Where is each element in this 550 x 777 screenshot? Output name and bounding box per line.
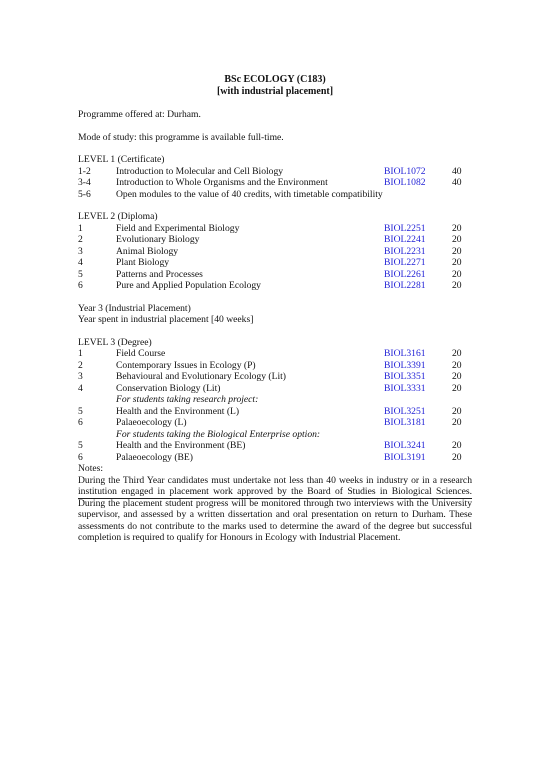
module-name: Pure and Applied Population Ecology: [116, 280, 261, 291]
module-credits: 40: [452, 165, 462, 177]
module-number: 2: [78, 359, 83, 371]
module-name: Health and the Environment (BE): [116, 440, 246, 451]
module-number: 5: [78, 440, 83, 451]
module-row: [78, 360, 472, 372]
enterprise-option-note: For students taking the Biological Enterprise option:: [116, 428, 321, 440]
module-credits: 20: [452, 417, 462, 428]
module-name: Plant Biology: [116, 257, 170, 268]
module-credits: 20: [452, 371, 462, 382]
module-row: [78, 166, 472, 178]
module-number: 6: [78, 417, 83, 428]
module-row: [78, 406, 472, 418]
module-row: [78, 280, 472, 292]
module-number: 5: [78, 268, 83, 280]
module-row: [78, 234, 472, 246]
module-name: Introduction to Whole Organisms and the Environment: [116, 177, 328, 188]
notes-body: During the Third Year candidates must undertake not less than 40 weeks in industry or in a research institution engaged in placement work approved by the Board of Studies in Biological Sciences. During the placement student progress will be monitored through two interviews with the University supervisor, and assessed by a written dissertation and oral presentation on return to Durham. These assessments do not contribute to the marks used to determine the award of the degree but successful completion is required to qualify for Honours in Ecology with Industrial Placement.: [78, 474, 472, 543]
module-code: BIOL3181: [384, 417, 426, 428]
module-code: BIOL3161: [384, 348, 426, 359]
programme-title: BSc ECOLOGY (C183): [224, 74, 326, 85]
module-code: BIOL1072: [384, 165, 426, 177]
module-name: Behavioural and Evolutionary Ecology (Lit): [116, 371, 286, 382]
module-row: [78, 417, 472, 429]
bottom-rule: [78, 498, 472, 499]
module-row: [78, 440, 472, 452]
module-code: BIOL3391: [384, 359, 426, 371]
module-number: 4: [78, 382, 83, 394]
module-number: 6: [78, 451, 83, 463]
module-name: Introduction to Molecular and Cell Biology: [116, 165, 284, 177]
year3-text: Year spent in industrial placement [40 weeks]: [78, 314, 254, 325]
module-credits: 20: [452, 382, 462, 394]
module-name: Evolutionary Biology: [116, 234, 200, 245]
module-name: Conservation Biology (Lit): [116, 382, 221, 394]
module-credits: 20: [452, 451, 462, 463]
module-code: BIOL2271: [384, 257, 426, 268]
module-row: [78, 348, 472, 360]
module-code: BIOL3351: [384, 371, 426, 382]
module-row: [78, 257, 472, 269]
level3-heading: LEVEL 3 (Degree): [78, 336, 152, 348]
module-code: BIOL2261: [384, 268, 426, 280]
module-code: BIOL2251: [384, 222, 426, 234]
module-code: BIOL3241: [384, 440, 426, 451]
module-code: BIOL2241: [384, 234, 426, 245]
programme-subtitle: [with industrial placement]: [216, 86, 334, 97]
module-number: 1: [78, 222, 83, 234]
module-credits: 20: [452, 359, 462, 371]
research-project-note: For students taking research project:: [116, 394, 259, 405]
mode-of-study: Mode of study: this programme is available full-time.: [78, 131, 284, 143]
level3-table-enterprise: [78, 440, 472, 463]
module-row: [78, 177, 472, 189]
module-credits: 20: [452, 348, 462, 359]
module-number: 3: [78, 371, 83, 382]
module-row: [78, 189, 472, 201]
programme-location: Programme offered at: Durham.: [78, 109, 201, 120]
module-row: [78, 223, 472, 235]
level2-table: [78, 223, 472, 292]
module-row: [78, 246, 472, 258]
module-code: BIOL3191: [384, 451, 426, 463]
module-code: BIOL1082: [384, 177, 426, 188]
module-credits: 20: [452, 280, 462, 291]
module-name: Health and the Environment (L): [116, 405, 240, 417]
level3-table-core: [78, 348, 472, 394]
module-credits: 20: [452, 440, 462, 451]
module-name: Field and Experimental Biology: [116, 222, 240, 234]
module-row: [78, 371, 472, 383]
module-name: Animal Biology: [116, 245, 179, 257]
level2-heading: LEVEL 2 (Diploma): [78, 211, 158, 222]
module-name: Palaeoecology (BE): [116, 451, 193, 463]
module-name: Open modules to the value of 40 credits, with timetable compatibility: [116, 188, 383, 200]
module-number: 1: [78, 348, 83, 359]
level3-table-research: [78, 406, 472, 429]
notes-heading: Notes:: [78, 463, 104, 474]
module-credits: 20: [452, 234, 462, 245]
module-row: [78, 452, 472, 464]
module-number: 1-2: [78, 165, 91, 177]
module-number: 3: [78, 245, 83, 257]
module-code: BIOL3251: [384, 405, 426, 417]
year3-heading: Year 3 (Industrial Placement): [78, 302, 191, 314]
level1-heading: LEVEL 1 (Certificate): [78, 154, 165, 165]
module-code: BIOL2231: [384, 245, 426, 257]
module-name: Contemporary Issues in Ecology (P): [116, 359, 256, 371]
module-row: [78, 269, 472, 281]
module-credits: 20: [452, 268, 462, 280]
module-credits: 20: [452, 222, 462, 234]
module-code: BIOL3331: [384, 382, 426, 394]
level1-table: [78, 166, 472, 201]
module-name: Palaeoecology (L): [116, 417, 187, 428]
module-number: 6: [78, 280, 83, 291]
module-number: 5-6: [78, 188, 91, 200]
module-number: 4: [78, 257, 83, 268]
module-number: 5: [78, 405, 83, 417]
module-name: Field Course: [116, 348, 166, 359]
module-credits: 40: [452, 177, 462, 188]
programme-content: [78, 74, 472, 544]
module-credits: 20: [452, 257, 462, 268]
module-number: 2: [78, 234, 83, 245]
module-number: 3-4: [78, 177, 91, 188]
module-name: Patterns and Processes: [116, 268, 203, 280]
module-code: BIOL2281: [384, 280, 426, 291]
module-credits: 20: [452, 245, 462, 257]
module-row: [78, 383, 472, 395]
module-credits: 20: [452, 405, 462, 417]
